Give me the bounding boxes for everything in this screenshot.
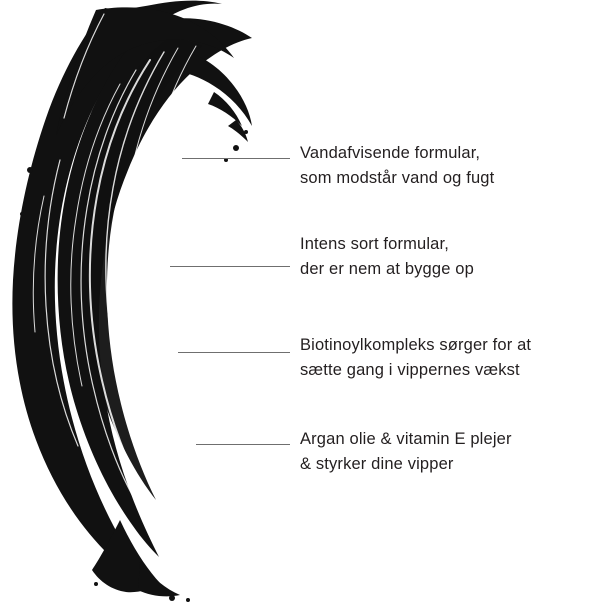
leader-line-1	[182, 158, 290, 159]
callout-argan-oil-line-2: & styrker dine vipper	[300, 455, 454, 473]
callout-waterproof-line-1: Vandafvisende formular,	[300, 144, 481, 162]
callout-intense-black-line-1: Intens sort formular,	[300, 235, 449, 253]
callout-waterproof	[300, 141, 592, 191]
callout-argan-oil	[300, 427, 592, 477]
callout-intense-black	[300, 232, 592, 282]
callout-intense-black-line-2: der er nem at bygge op	[300, 260, 474, 278]
callout-biotinoyl-line-1: Biotinoylkompleks sørger for at	[300, 336, 532, 354]
leader-line-3	[178, 352, 290, 353]
callout-waterproof-line-2: som modstår vand og fugt	[300, 169, 495, 187]
callout-biotinoyl	[300, 333, 592, 383]
callout-biotinoyl-line-2: sætte gang i vippernes vækst	[300, 361, 520, 379]
callout-argan-oil-line-1: Argan olie & vitamin E plejer	[300, 430, 512, 448]
leader-line-2	[170, 266, 290, 267]
leader-line-4	[196, 444, 290, 445]
mascara-swatch-image	[0, 0, 290, 607]
